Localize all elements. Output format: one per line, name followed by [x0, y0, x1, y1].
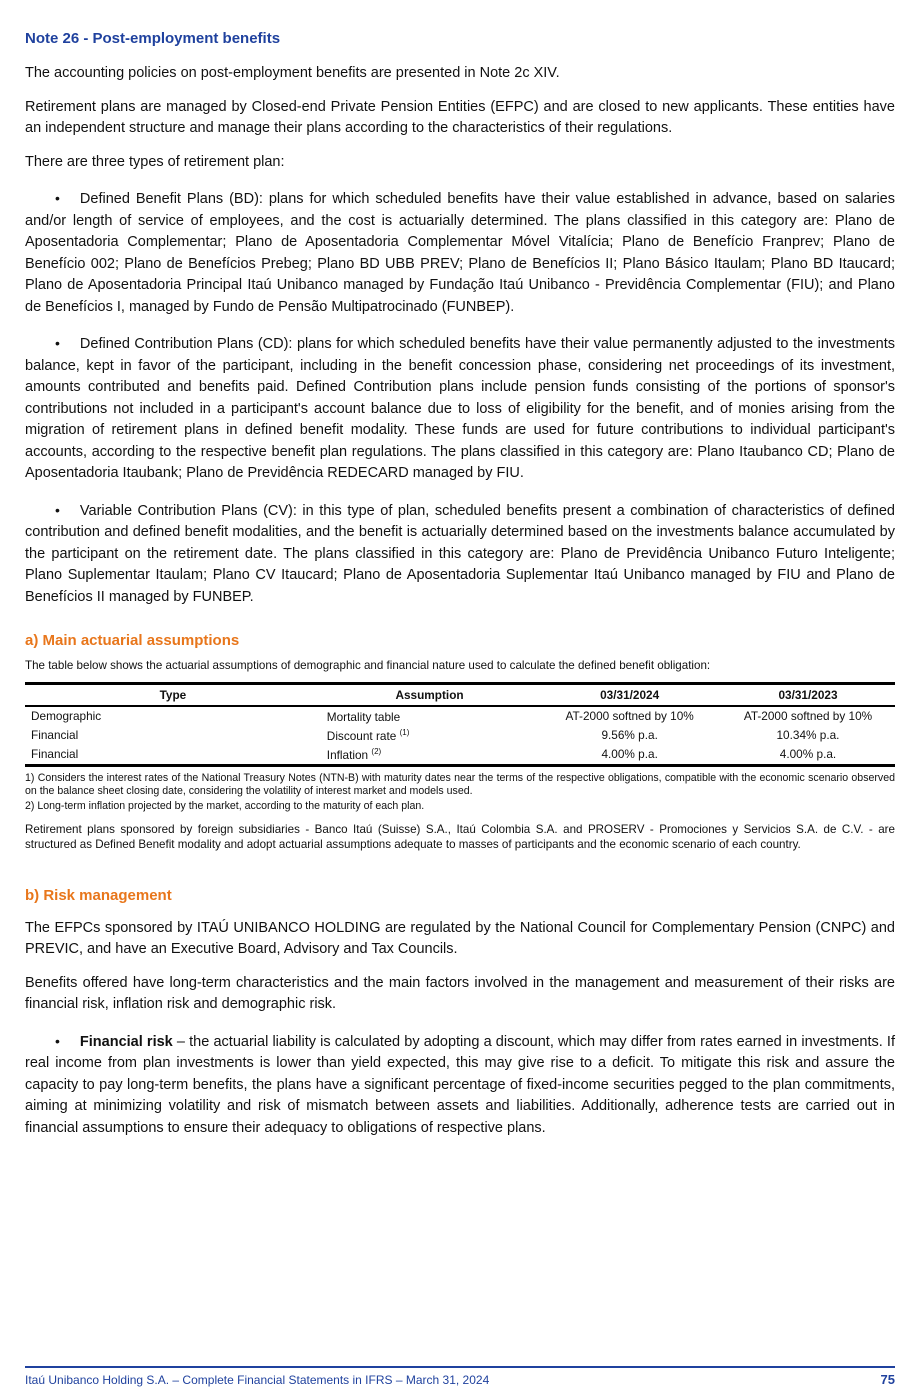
- paragraph-plan-types-intro: There are three types of retirement plan:: [25, 153, 285, 170]
- bullet-icon: •: [55, 190, 60, 206]
- table-footnote-2: 2) Long-term inflation projected by the market, according to the maturity of each plan.: [25, 799, 425, 812]
- table-intro-text: The table below shows the actuarial assumptions of demographic and financial nature used to calculate the defined benefit obligation:: [25, 659, 711, 672]
- paragraph-accounting-policies: The accounting policies on post-employment benefits are presented in Note 2c XIV.: [25, 65, 560, 81]
- table-row: [25, 706, 895, 726]
- bullet-text: Defined Contribution Plans (CD): plans for which scheduled benefits have their value permanently adjusted to the investments balance, kept in favor of the participant, including in the benefit concession phase, considering net proceedings of its investment, amounts contributed and benefits paid. Defined Contribution plans include pension funds consisting of the portions of sponsor's contributions not included in a participant's account balance due to loss of eligibility for the benefit, and of monies arising from the migration of retirement plans in defined benefit modality. These funds are used for future contributions to individual participant's accounts, according to the respective benefit plan regulations. The plans classified in this category are: Plano Itaubanco CD; Plano de Aposentadoria Itaubank; Plano de Previdência REDECARD managed by FIU.: [25, 336, 895, 481]
- financial-risk-label: Financial risk: [79, 1033, 173, 1050]
- cell-assumption: Discount rate $^{(1)}$: [326, 727, 410, 743]
- paragraph-retirement-plans: Retirement plans are managed by Closed-end Private Pension Entities (EFPC) and are closed to new applicants. These entities have an independent structure and manage their plans according to the characteristics of their regulations.: [25, 98, 895, 136]
- cell-value-2024: 4.00% p.a.: [601, 747, 658, 762]
- cell-value-2024: 9.56% p.a.: [601, 728, 658, 743]
- note-title: Note 26 - Post-employment benefits: [25, 30, 281, 47]
- column-header-2024: 03/31/2024: [538, 683, 721, 706]
- bullet-icon: •: [55, 1032, 60, 1049]
- bullet-icon: •: [55, 335, 60, 351]
- bullet-defined-benefit-plans: [25, 188, 895, 318]
- cell-value-2023: 4.00% p.a.: [779, 747, 837, 762]
- bullet-text: Variable Contribution Plans (CV): in this type of plan, scheduled benefits present a combination of characteristics of defined contribution and defined benefit modalities, and the benefit is actuarially determined based on the investments balance accumulated by the participant on the retirement date. The plans classified in this category are: Plano de Previdência Unibanco Futuro Inteligente; Plano Suplementar Itaulam; Plano CV Itaucard; Plano de Aposentadoria Suplementar Itaú Unibanco managed by FIU and Plano de Benefícios II managed by FUNBEP.: [25, 502, 895, 605]
- bullet-text: Defined Benefit Plans (BD): plans for which scheduled benefits have their value established in advance, based on salaries and/or length of service of employees, and the cost is actuarially determined. The plans classified in this category are: Plano de Aposentadoria Complementar; Plano de Aposentadoria Complementar Móvel Vitalícia; Plano de Benefício Franprev; Plano de Benefício 002; Plano de Benefícios Prebeg; Plano BD UBB PREV; Plano de Benefícios II; Plano Básico Itaulam; Plano BD Itaucard; Plano de Aposentadoria Principal Itaú Unibanco managed by Fundação Itaú Unibanco - Previdência Complementar (FIU); and Plano de Benefícios I, managed by Fundo de Pensão Multipatrocinado (FUNBEP).: [25, 191, 895, 315]
- cell-assumption: Mortality table: [326, 709, 401, 724]
- cell-value-2024: AT-2000 softned by 10%: [565, 709, 694, 724]
- table-header-row: [25, 683, 895, 706]
- paragraph-efpc-regulation: The EFPCs sponsored by ITAÚ UNIBANCO HOLDING are regulated by the National Council for Complementary Pension (CNPC) and PREVIC, and have an Executive Board, Advisory and Tax Councils.: [25, 919, 895, 958]
- bullet-icon: •: [55, 501, 60, 518]
- cell-type: Demographic: [31, 709, 102, 724]
- bullet-defined-contribution-plans: [25, 333, 895, 485]
- column-header-assumption: Assumption: [321, 683, 539, 706]
- assumptions-table: [25, 682, 895, 767]
- cell-value-2023: 10.34% p.a.: [776, 728, 840, 743]
- table-row: [25, 726, 895, 745]
- cell-type: Financial: [31, 747, 79, 762]
- table-row: [25, 745, 895, 765]
- section-b-heading: b) Risk management: [25, 886, 172, 904]
- footnote-ref: (2): [371, 746, 382, 756]
- bullet-text: – the actuarial liability is calculated by adopting a discount, which may differ from rates earned in investments. If real income from plan investments is lower than yield expected, this may give rise to a deficit. To mitigate this risk and assure the capacity to pay long-term benefits, the plans have a significant percentage of fixed-income securities pegged to the plan commitments, aiming at minimizing volatility and risk of mismatch between assets and liabilities. Additionally, adherence tests are carried out in financial assumptions to ensure their adequacy to obligations of respective plans.: [25, 1033, 895, 1136]
- footer-text: Itaú Unibanco Holding S.A. – Complete Financial Statements in IFRS – March 31, 2024: [25, 1373, 490, 1387]
- cell-type: Financial: [31, 728, 79, 743]
- cell-value-2023: AT-2000 softned by 10%: [743, 709, 873, 724]
- bullet-financial-risk: [25, 1031, 895, 1140]
- bullet-variable-contribution-plans: [25, 500, 895, 609]
- page-number: 75: [880, 1372, 895, 1387]
- paragraph-foreign-subsidiaries: Retirement plans sponsored by foreign subsidiaries - Banco Itaú (Suisse) S.A., Itaú Colombia S.A. and PROSERV - Promociones y Servicios S.A. de C.V. - are structured as Defined Benefit modality and adopt actuarial assumptions adequate to masses of participants and the economic scenario of each country.: [25, 823, 895, 852]
- section-a-heading: a) Main actuarial assumptions: [25, 632, 240, 649]
- column-header-type: Type: [25, 683, 321, 706]
- table-footnote-1: 1) Considers the interest rates of the National Treasury Notes (NTN-B) with maturity dates near the terms of the respective obligations, compatible with the economic scenario observed on the balance sheet closing date, considering the volatility of interest market and models used.: [25, 771, 895, 798]
- page-footer: [25, 1366, 895, 1387]
- column-header-2023: 03/31/2023: [721, 683, 895, 706]
- cell-assumption: Inflation $^{(2)}$: [326, 746, 382, 762]
- footnote-ref: (1): [399, 727, 410, 737]
- paragraph-benefits-longterm: Benefits offered have long-term characteristics and the main factors involved in the management and measurement of their risks are financial risk, inflation risk and demographic risk.: [25, 974, 895, 1013]
